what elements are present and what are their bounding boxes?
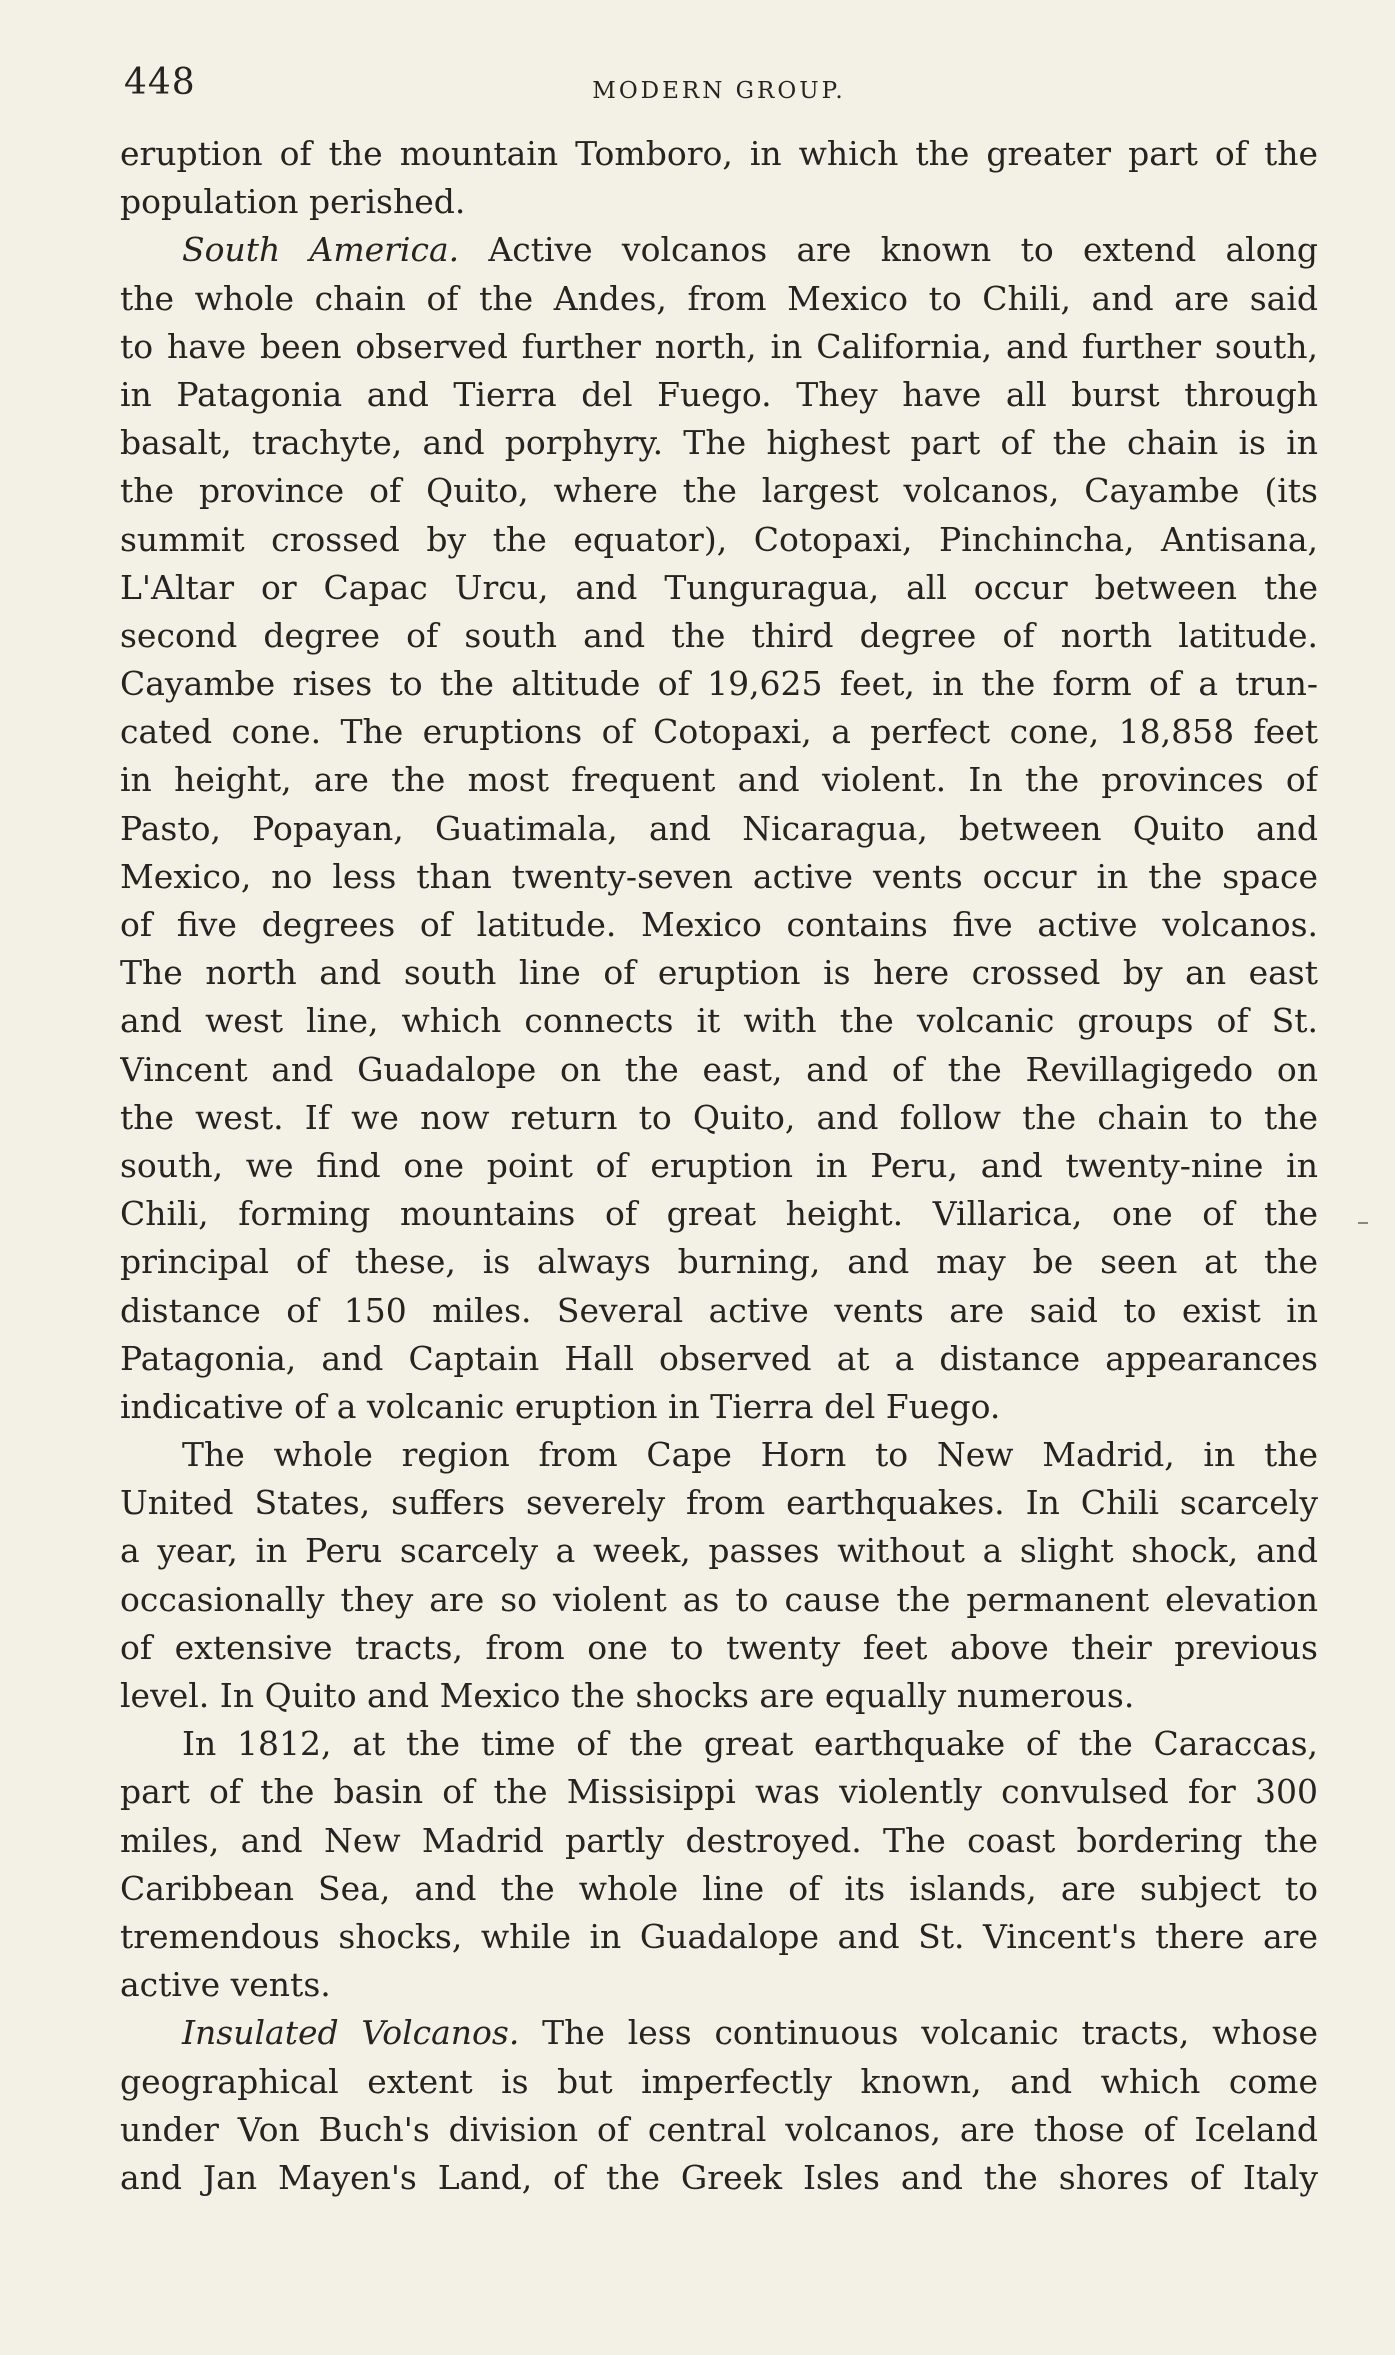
section-heading-south-america: South America. <box>182 230 460 270</box>
text-line: Cayambe rises to the altitude of 19,625 feet, in the form of a trun- <box>120 664 1318 704</box>
text-line: of five degrees of latitude. Mexico contains five active volcanos. <box>120 905 1318 944</box>
text-line: eruption of the mountain Tomboro, in which the greater part of the <box>120 134 1318 173</box>
text-line: of extensive tracts, from one to twenty feet above their previous <box>120 1627 1318 1667</box>
text-line: occasionally they are so violent as to cause the permanent elevation <box>120 1579 1318 1619</box>
text-line: In 1812, at the time of the great earthquake of the Caraccas, <box>182 1724 1318 1764</box>
text-line: and west line, which connects it with the volcanic groups of St. <box>120 1001 1318 1041</box>
text-line: principal of these, is always burning, and may be seen at the <box>120 1242 1318 1282</box>
text-line: the whole chain of the Andes, from Mexico to Chili, and are said <box>120 278 1318 318</box>
text-line: level. In Quito and Mexico the shocks are equally numerous. <box>120 1676 1135 1715</box>
text-line: active vents. <box>120 1965 331 2005</box>
text-run: The less continuous volcanic tracts, whose <box>519 2013 1318 2053</box>
text-line: the province of Quito, where the largest volcanos, Cayambe (its <box>120 471 1318 511</box>
text-line <box>120 226 1318 274</box>
text-line: tremendous shocks, while in Guadalope and St. Vincent's there are <box>120 1916 1318 1956</box>
text-line: Mexico, no less than twenty-seven active vents occur in the space <box>120 856 1318 896</box>
text-line: Chili, forming mountains of great height. Villarica, one of the <box>120 1194 1318 1234</box>
text-line: in height, are the most frequent and violent. In the provinces of <box>120 760 1318 800</box>
page-number: 448 <box>124 62 196 103</box>
text-line: geographical extent is but imperfectly known, and which come <box>120 2061 1318 2101</box>
text-line: south, we find one point of eruption in Peru, and twenty-nine in <box>120 1145 1318 1185</box>
text-line: Caribbean Sea, and the whole line of its islands, are subject to <box>120 1868 1318 1908</box>
text-line: The north and south line of eruption is here crossed by an east <box>120 953 1318 993</box>
text-line: in Patagonia and Tierra del Fuego. They have all burst through <box>120 374 1318 414</box>
book-page <box>120 0 1318 2202</box>
text-line: Pasto, Popayan, Guatimala, and Nicaragua, between Quito and <box>120 808 1318 848</box>
text-line: The whole region from Cape Horn to New Madrid, in the <box>182 1435 1318 1475</box>
text-line: miles, and New Madrid partly destroyed. The coast bordering the <box>120 1820 1318 1860</box>
text-line <box>120 2009 1318 2057</box>
body-text <box>120 130 1318 2202</box>
text-line: indicative of a volcanic eruption in Tierra del Fuego. <box>120 1386 1001 1426</box>
margin-mark <box>1358 1222 1368 1224</box>
text-line: distance of 150 miles. Several active vents are said to exist in <box>120 1290 1318 1330</box>
text-line: cated cone. The eruptions of Cotopaxi, a perfect cone, 18,858 feet <box>120 712 1318 752</box>
text-line: the west. If we now return to Quito, and follow the chain to the <box>120 1097 1318 1137</box>
text-line: Vincent and Guadalope on the east, and of the Revillagigedo on <box>120 1049 1318 1089</box>
text-line: basalt, trachyte, and porphyry. The highest part of the chain is in <box>120 423 1318 463</box>
text-line: United States, suffers severely from earthquakes. In Chili scarcely <box>120 1483 1318 1523</box>
text-line: and Jan Mayen's Land, of the Greek Isles and the shores of Italy <box>120 2157 1318 2197</box>
text-line: to have been observed further north, in California, and further south, <box>120 326 1318 366</box>
text-line: population perished. <box>120 182 466 222</box>
text-run: Active volcanos are known to extend along <box>459 230 1318 270</box>
text-line: second degree of south and the third degree of north latitude. <box>120 615 1318 655</box>
running-head <box>120 0 1318 130</box>
text-line: summit crossed by the equator), Cotopaxi, Pinchincha, Antisana, <box>120 519 1318 559</box>
text-line: Patagonia, and Captain Hall observed at a distance appearances <box>120 1338 1318 1378</box>
text-line: part of the basin of the Missisippi was violently convulsed for 300 <box>120 1772 1318 1812</box>
text-line: a year, in Peru scarcely a week, passes without a slight shock, and <box>120 1531 1318 1571</box>
text-line: under Von Buch's division of central volcanos, are those of Iceland <box>120 2109 1318 2149</box>
section-heading-insulated-volcanos: Insulated Volcanos. <box>182 2013 520 2053</box>
running-title: MODERN GROUP. <box>592 78 846 104</box>
text-line: L'Altar or Capac Urcu, and Tunguragua, all occur between the <box>120 567 1318 607</box>
